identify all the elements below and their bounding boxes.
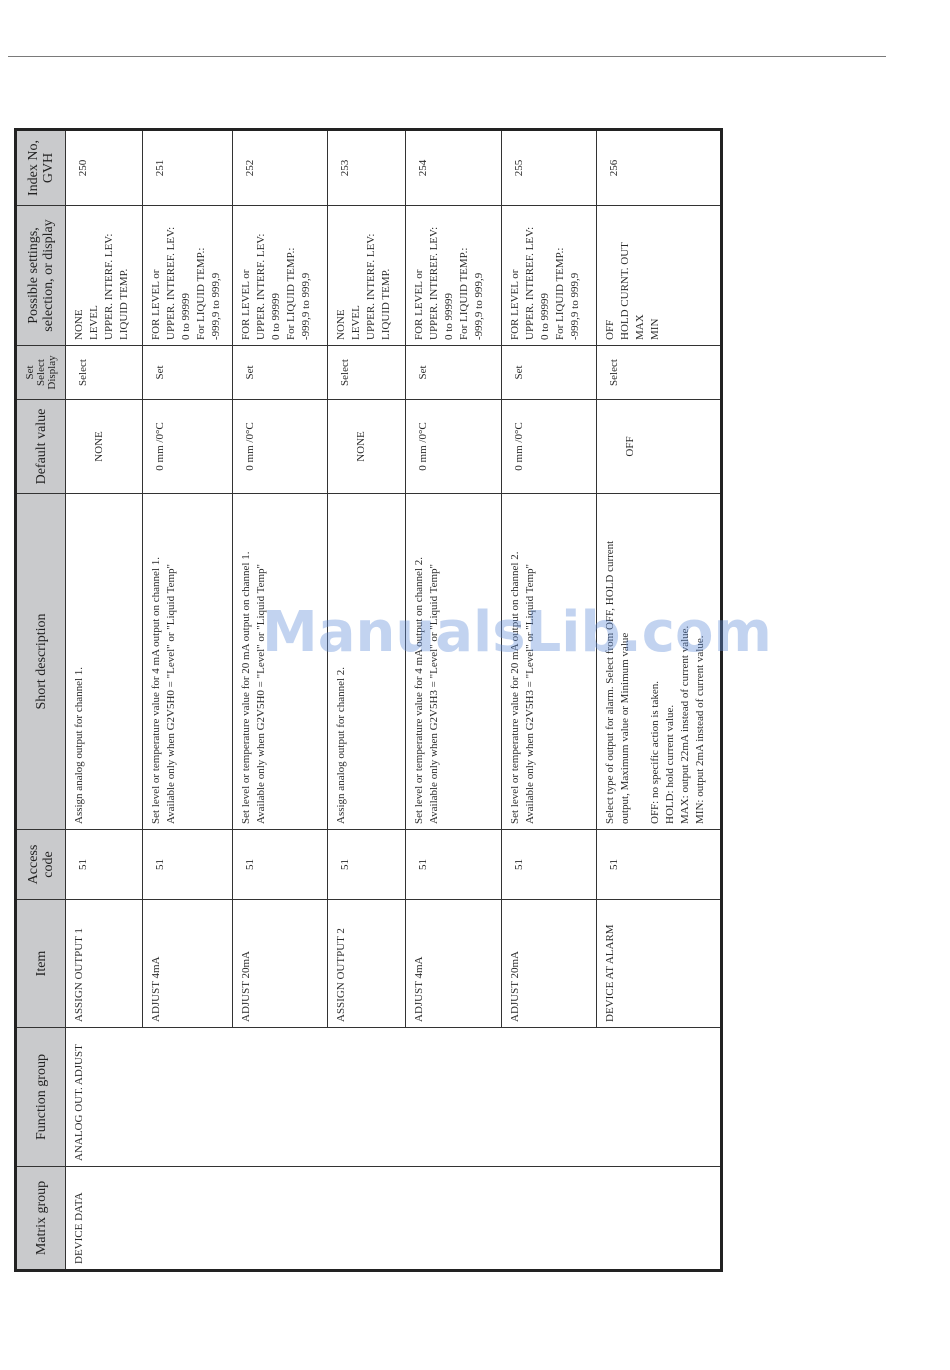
table-row [66,130,143,1271]
item-cell: ADJUST 4mA [143,900,233,1028]
mode-cell: Select [596,346,721,400]
description-cell: Set level or temperature value for 4 mA output on channel 1. Available only when G2V5H0 = "Level" or "Liquid Temp" [143,494,233,830]
header-access-code: Access code [16,830,66,900]
mode-cell: Set [233,346,328,400]
mode-cell: Set [501,346,596,400]
description-cell: Select type of output for alarm. Select from OFF, HOLD current output, Maximum value or Minimum value OFF: no specific action is taken. HOLD: hold current value. MAX: output 22mA instead of current value. MIN: output 2mA instead of current value. [596,494,721,830]
rotated-table-layer [14,128,723,1272]
header-default-value: Default value [16,400,66,494]
possible-settings-cell: FOR LEVEL or UPPER. INTERF. LEV: 0 to 99999 For LIQUID TEMP.: -999,9 to 999,9 [233,206,328,346]
possible-settings-cell: FOR LEVEL or UPPER. INTEREF. LEV: 0 to 99999 For LIQUID TEMP.: -999,9 to 999,9 [143,206,233,346]
mode-cell: Set [143,346,233,400]
header-function-group: Function group [16,1028,66,1167]
index-cell: 256 [596,130,721,206]
default-value-cell: NONE [66,400,143,494]
access-code-cell: 51 [501,830,596,900]
parameter-matrix-table-frame [14,128,721,1270]
default-value-cell: NONE [328,400,406,494]
possible-settings-cell: NONE LEVEL UPPER. INTERF. LEV: LIQUID TEMP. [328,206,406,346]
description-cell: Assign analog output for channel 2. [328,494,406,830]
mode-cell: Select [328,346,406,400]
watermark-logo: ManualsLib.com [262,600,772,665]
header-row [16,130,66,1271]
header-matrix-group: Matrix group [16,1167,66,1271]
access-code-cell: 51 [233,830,328,900]
mode-cell: Set [406,346,501,400]
possible-settings-cell: FOR LEVEL or UPPER. INTEREF. LEV: 0 to 99999 For LIQUID TEMP.: -999,9 to 999,9 [406,206,501,346]
item-cell: DEVICE AT ALARM [596,900,721,1028]
top-rule [8,56,886,57]
access-code-cell: 51 [328,830,406,900]
default-value-cell: 0 mm /0°C [501,400,596,494]
access-code-cell: 51 [143,830,233,900]
index-cell: 254 [406,130,501,206]
index-cell: 253 [328,130,406,206]
item-cell: ADJUST 4mA [406,900,501,1028]
header-short-description: Short description [16,494,66,830]
default-value-cell: 0 mm /0°C [233,400,328,494]
index-cell: 252 [233,130,328,206]
item-cell: ADJUST 20mA [501,900,596,1028]
header-index-no: Index No, GVH [16,130,66,206]
index-cell: 251 [143,130,233,206]
default-value-cell: 0 mm /0°C [406,400,501,494]
description-cell: Assign analog output for channel 1. [66,494,143,830]
possible-settings-cell: NONE LEVEL UPPER. INTERF. LEV: LIQUID TEMP. [66,206,143,346]
header-possible-settings: Possible settings, selection, or display [16,206,66,346]
header-item: Item [16,900,66,1028]
index-cell: 250 [66,130,143,206]
default-value-cell: OFF [596,400,721,494]
possible-settings-cell: FOR LEVEL or UPPER. INTEREF. LEV: 0 to 99999 For LIQUID TEMP.: -999,9 to 999,9 [501,206,596,346]
access-code-cell: 51 [406,830,501,900]
possible-settings-cell: OFF HOLD CURNT. OUT MAX MIN [596,206,721,346]
index-cell: 255 [501,130,596,206]
item-cell: ASSIGN OUTPUT 2 [328,900,406,1028]
item-cell: ASSIGN OUTPUT 1 [66,900,143,1028]
access-code-cell: 51 [66,830,143,900]
function-group-cell: ANALOG OUT. ADJUST [66,1028,722,1167]
mode-cell: Select [66,346,143,400]
description-cell: Set level or temperature value for 4 mA output on channel 2. Available only when G2V5H3 = "Level" or "Liquid Temp" [406,494,501,830]
header-set-select-display: Set Select Display [16,346,66,400]
parameter-matrix-table [14,128,723,1272]
default-value-cell: 0 mm /0°C [143,400,233,494]
access-code-cell: 51 [596,830,721,900]
matrix-group-cell: DEVICE DATA [66,1167,722,1271]
description-cell: Set level or temperature value for 20 mA output on channel 2. Available only when G2V5H3 = "Level" or "Liquid Temp" [501,494,596,830]
description-cell: Set level or temperature value for 20 mA output on channel 1. Available only when G2V5H0 = "Level" or "Liquid Temp" [233,494,328,830]
item-cell: ADJUST 20mA [233,900,328,1028]
